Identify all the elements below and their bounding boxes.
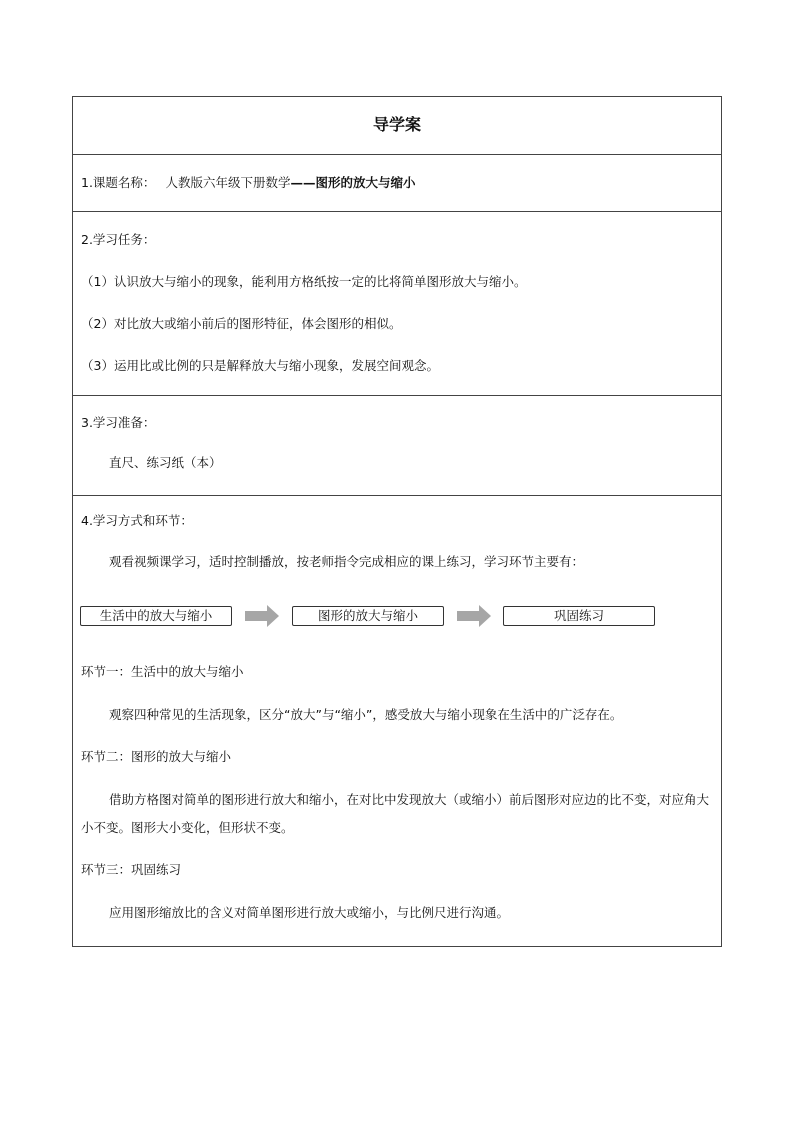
method-label: 4.学习方式和环节： bbox=[81, 513, 193, 528]
topic-name: 图形的放大与缩小 bbox=[315, 175, 416, 190]
page-title: 导学案 bbox=[372, 115, 421, 134]
section-text: 观察四种常见的生活现象，区分“放大”与“缩小”，感受放大与缩小现象在生活中的广泛存在。 bbox=[109, 707, 623, 722]
right-arrow-icon bbox=[457, 605, 491, 627]
method-row bbox=[73, 496, 721, 948]
topic-line bbox=[81, 175, 415, 191]
topic-dash: —— bbox=[290, 175, 316, 190]
task-item: （3）运用比或比例的只是解释放大与缩小现象，发展空间观念。 bbox=[81, 358, 439, 373]
method-intro: 观看视频课学习，适时控制播放，按老师指令完成相应的课上练习，学习环节主要有： bbox=[109, 554, 585, 569]
title-row bbox=[73, 97, 721, 155]
topic-label: 1.课题名称： bbox=[81, 175, 156, 190]
prep-row bbox=[73, 396, 721, 496]
lesson-plan-table bbox=[72, 96, 722, 947]
section-text: 借助方格图对简单的图形进行放大和缩小，在对比中发现放大（或缩小）前后图形对应边的比不变，对应角大小不变。图形大小变化，但形状不变。 bbox=[81, 792, 710, 835]
tasks-row bbox=[73, 212, 721, 396]
task-item: （2）对比放大或缩小前后的图形特征，体会图形的相似。 bbox=[81, 316, 402, 331]
tasks-label: 2.学习任务： bbox=[81, 232, 156, 247]
flow-step-3: 巩固练习 bbox=[503, 606, 655, 626]
flow-step-2: 图形的放大与缩小 bbox=[292, 606, 444, 626]
topic-row bbox=[73, 155, 721, 212]
prep-content: 直尺、练习纸（本） bbox=[109, 455, 222, 470]
section-heading: 环节一：生活中的放大与缩小 bbox=[81, 664, 244, 679]
prep-label: 3.学习准备： bbox=[81, 415, 156, 430]
section-text: 应用图形缩放比的含义对简单图形进行放大或缩小，与比例尺进行沟通。 bbox=[109, 905, 510, 920]
flow-step-1: 生活中的放大与缩小 bbox=[80, 606, 232, 626]
topic-publisher: 人教版六年级下册数学 bbox=[165, 175, 291, 190]
right-arrow-icon bbox=[245, 605, 279, 627]
task-item: （1）认识放大与缩小的现象，能利用方格纸按一定的比将简单图形放大与缩小。 bbox=[81, 274, 527, 289]
section-heading: 环节三：巩固练习 bbox=[81, 862, 182, 877]
section-heading: 环节二：图形的放大与缩小 bbox=[81, 749, 232, 764]
